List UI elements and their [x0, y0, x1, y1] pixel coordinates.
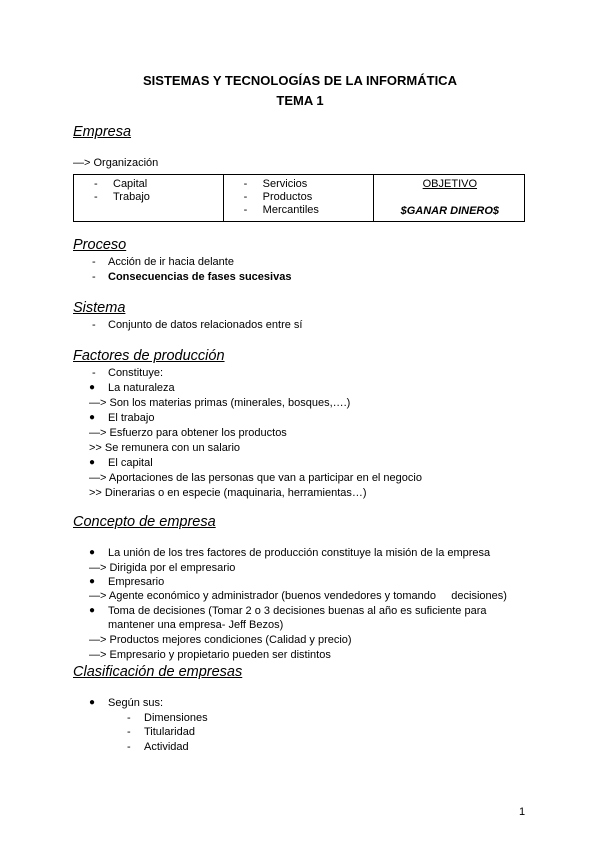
list-item: —> Empresario y propietario pueden ser distintos — [89, 649, 331, 661]
list-item: Toma de decisiones (Tomar 2 o 3 decisiones buenas al año es suficiente para — [108, 605, 487, 617]
list-item: Servicios — [262, 178, 308, 190]
list-item: Empresario — [108, 576, 165, 588]
document-subtitle: TEMA 1 — [276, 93, 324, 108]
list-item: —> Dirigida por el empresario — [89, 562, 236, 574]
bullet-icon: ● — [89, 382, 96, 393]
list-item: —> Agente económico y administrador (buenos vendedores y tomando decisiones) — [89, 590, 507, 602]
heading-factores: Factores de producción — [73, 348, 225, 364]
list-item: Mercantiles — [262, 204, 319, 216]
list-item: Consecuencias de fases sucesivas — [108, 271, 292, 283]
list-item: Productos — [262, 191, 313, 203]
list-item: Según sus: — [108, 697, 164, 709]
bullet-icon: ● — [89, 576, 96, 587]
list-item: Conjunto de datos relacionados entre sí — [108, 319, 303, 331]
list-item: El capital — [108, 457, 153, 469]
bullet-icon: ● — [89, 457, 96, 468]
list-item: >> Dinerarias o en especie (maquinaria, herramientas…) — [89, 487, 367, 499]
table-col-factors: - Capital - Trabajo — [74, 175, 224, 222]
page-number: 1 — [519, 806, 526, 818]
list-item: —> Aportaciones de las personas que van a participar en el negocio — [89, 472, 422, 484]
heading-concepto: Concepto de empresa — [73, 514, 216, 530]
list-item: —> Esfuerzo para obtener los productos — [89, 427, 287, 439]
list-item: Constituye: — [108, 367, 164, 379]
list-item: mantener una empresa- Jeff Bezos) — [108, 619, 284, 631]
organizacion-arrow: —> Organización — [73, 157, 159, 169]
heading-clasificacion: Clasificación de empresas — [73, 664, 243, 680]
list-item: Actividad — [144, 741, 189, 753]
list-item: Titularidad — [144, 726, 195, 738]
list-item: Capital — [113, 178, 148, 190]
objective-label: OBJETIVO — [422, 178, 478, 190]
list-item: La naturaleza — [108, 382, 175, 394]
bullet-icon: ● — [89, 412, 96, 423]
table-col-types: - Servicios - Productos - Mercantiles — [223, 175, 374, 222]
list-item: —> Productos mejores condiciones (Calidad y precio) — [89, 634, 352, 646]
list-item: Dimensiones — [144, 712, 208, 724]
heading-proceso: Proceso — [73, 237, 127, 253]
list-item: El trabajo — [108, 412, 155, 424]
organizacion-table — [73, 174, 525, 222]
table-col-objective — [374, 175, 525, 222]
document-title: SISTEMAS Y TECNOLOGÍAS DE LA INFORMÁTICA — [143, 73, 457, 88]
list-item: Trabajo — [113, 191, 150, 203]
objective-value: $GANAR DINERO$ — [400, 205, 500, 217]
bullet-icon: ● — [89, 547, 96, 558]
heading-empresa: Empresa — [73, 124, 132, 140]
bullet-icon: ● — [89, 605, 96, 616]
list-item: Acción de ir hacia delante — [108, 256, 234, 268]
list-item: >> Se remunera con un salario — [89, 442, 241, 454]
list-item: La unión de los tres factores de producción constituye la misión de la empresa — [108, 547, 491, 559]
heading-sistema: Sistema — [73, 300, 126, 316]
list-item: —> Son los materias primas (minerales, bosques,….) — [89, 397, 351, 409]
bullet-icon: ● — [89, 697, 96, 708]
